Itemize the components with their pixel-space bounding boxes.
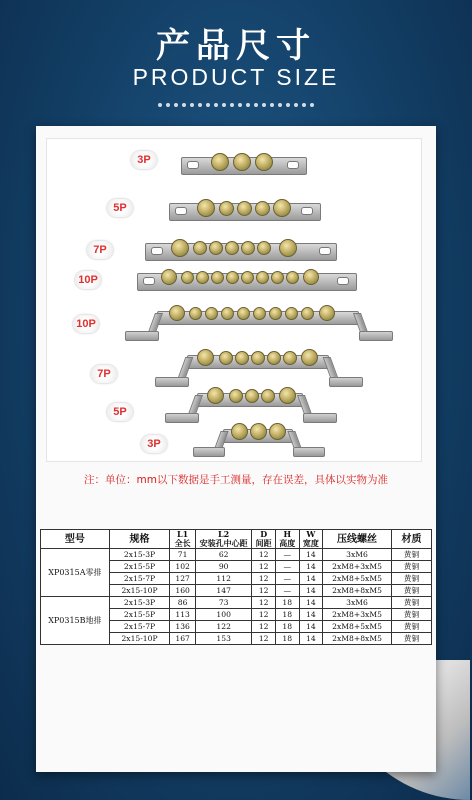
screw (279, 239, 297, 257)
bridge-foot (329, 377, 363, 387)
w-cell: 14 (299, 609, 323, 621)
screw (255, 153, 273, 171)
header (0, 0, 472, 125)
page-subtitle: PRODUCT SIZE (132, 64, 340, 90)
mount-hole (143, 277, 155, 285)
header-spec: 规格 (109, 530, 170, 549)
spec-cell: 2x15-10P (109, 633, 170, 645)
material-cell: 黄铜 (391, 621, 431, 633)
screw (237, 201, 252, 216)
l1-cell: 136 (170, 621, 196, 633)
material-cell: 黄铜 (391, 573, 431, 585)
measurement-note: 注：单位：mm以下数据是手工测量，存在误差，具体以实物为准 (84, 474, 388, 486)
model-cell: XP0315A零排 (41, 549, 110, 597)
mount-hole (337, 277, 349, 285)
h-cell: 18 (275, 633, 299, 645)
material-cell: 黄铜 (391, 549, 431, 561)
header-l2-name: 安装孔中心距 (199, 538, 248, 548)
screw (301, 349, 318, 366)
header-l1-name: 全长 (174, 538, 191, 548)
mount-hole (301, 207, 313, 215)
header-w-name: 宽度 (302, 538, 319, 548)
spec-cell: 2x15-7P (109, 621, 170, 633)
screw (303, 269, 319, 285)
size-label: 3P (131, 151, 157, 169)
d-cell: 12 (252, 609, 276, 621)
table-row (41, 549, 432, 561)
screw (250, 423, 267, 440)
header-w-code: W (306, 529, 316, 539)
bridge-foot (293, 447, 325, 457)
screw (256, 271, 269, 284)
screw (181, 271, 194, 284)
mount-hole (287, 161, 299, 169)
w-cell: 14 (299, 549, 323, 561)
l1-cell: 102 (170, 561, 196, 573)
spec-cell: 2x15-3P (109, 597, 170, 609)
d-cell: 12 (252, 597, 276, 609)
screw-cell: 2xM8+8xM5 (323, 633, 392, 645)
l1-cell: 127 (170, 573, 196, 585)
bridge-foot (303, 413, 337, 423)
h-cell: 18 (275, 621, 299, 633)
bridge-foot (125, 331, 159, 341)
screw (267, 351, 281, 365)
spec-cell: 2x15-5P (109, 609, 170, 621)
screw (197, 199, 215, 217)
h-cell: — (275, 549, 299, 561)
screw (211, 271, 224, 284)
table-row (41, 597, 432, 609)
screw (283, 351, 297, 365)
w-cell: 14 (299, 561, 323, 573)
l1-cell: 160 (170, 585, 196, 597)
header-d (252, 530, 276, 549)
material-cell: 黄铜 (391, 561, 431, 573)
h-cell: — (275, 573, 299, 585)
decorative-dots (152, 103, 320, 111)
d-cell: 12 (252, 573, 276, 585)
l2-cell: 153 (195, 633, 251, 645)
size-label: 5P (107, 403, 133, 421)
header-w (299, 530, 323, 549)
d-cell: 12 (252, 621, 276, 633)
size-label: 7P (87, 241, 113, 259)
size-label: 10P (73, 315, 99, 333)
size-label: 3P (141, 435, 167, 453)
mount-hole (151, 247, 163, 255)
mount-hole (187, 161, 199, 169)
bridge-foot (155, 377, 189, 387)
header-l2 (195, 530, 251, 549)
h-cell: 18 (275, 609, 299, 621)
table-header-row (41, 530, 432, 549)
d-cell: 12 (252, 561, 276, 573)
spec-cell: 2x15-5P (109, 561, 170, 573)
screw (221, 307, 234, 320)
screw (235, 351, 249, 365)
w-cell: 14 (299, 621, 323, 633)
w-cell: 14 (299, 633, 323, 645)
l1-cell: 167 (170, 633, 196, 645)
d-cell: 12 (252, 633, 276, 645)
header-l1 (170, 530, 196, 549)
header-l1-code: L1 (177, 529, 189, 539)
header-d-name: 间距 (255, 538, 272, 548)
screw-cell: 3xM6 (323, 549, 392, 561)
screw-cell: 2xM8+8xM5 (323, 585, 392, 597)
screw (286, 271, 299, 284)
screw (225, 241, 239, 255)
spec-cell: 2x15-10P (109, 585, 170, 597)
screw (226, 271, 239, 284)
header-l2-code: L2 (218, 529, 230, 539)
screw (211, 153, 229, 171)
header-h (275, 530, 299, 549)
l2-cell: 62 (195, 549, 251, 561)
screw (251, 351, 265, 365)
header-screw: 压线螺丝 (323, 530, 392, 549)
screw (241, 271, 254, 284)
product-photo (46, 138, 422, 462)
screw (189, 307, 202, 320)
page-title: 产品尺寸 (156, 26, 316, 66)
screw-cell: 2xM8+3xM5 (323, 609, 392, 621)
screw (279, 387, 296, 404)
l1-cell: 71 (170, 549, 196, 561)
screw (171, 239, 189, 257)
screw (253, 307, 266, 320)
screw-cell: 2xM8+5xM5 (323, 573, 392, 585)
spec-table (40, 529, 432, 645)
bridge-foot (193, 447, 225, 457)
material-cell: 黄铜 (391, 585, 431, 597)
screw (255, 201, 270, 216)
h-cell: — (275, 585, 299, 597)
screw (261, 389, 275, 403)
l2-cell: 90 (195, 561, 251, 573)
screw-cell: 3xM6 (323, 597, 392, 609)
w-cell: 14 (299, 573, 323, 585)
d-cell: 12 (252, 549, 276, 561)
screw (237, 307, 250, 320)
screw (229, 389, 243, 403)
w-cell: 14 (299, 597, 323, 609)
screw (169, 305, 185, 321)
material-cell: 黄铜 (391, 609, 431, 621)
screw (231, 423, 248, 440)
screw (269, 307, 282, 320)
h-cell: — (275, 561, 299, 573)
screw (301, 307, 314, 320)
screw (285, 307, 298, 320)
l2-cell: 73 (195, 597, 251, 609)
l2-cell: 147 (195, 585, 251, 597)
header-d-code: D (260, 529, 268, 539)
screw (233, 153, 251, 171)
h-cell: 18 (275, 597, 299, 609)
screw (205, 307, 218, 320)
screw (241, 241, 255, 255)
screw (196, 271, 209, 284)
screw (271, 271, 284, 284)
spec-sheet (36, 126, 436, 772)
size-label: 10P (75, 271, 101, 289)
w-cell: 14 (299, 585, 323, 597)
l1-cell: 86 (170, 597, 196, 609)
screw (273, 199, 291, 217)
screw (269, 423, 286, 440)
screw (197, 349, 214, 366)
bridge-foot (359, 331, 393, 341)
screw (219, 351, 233, 365)
model-cell: XP0315B地排 (41, 597, 110, 645)
size-label: 7P (91, 365, 117, 383)
bridge-foot (165, 413, 199, 423)
spec-cell: 2x15-7P (109, 573, 170, 585)
d-cell: 12 (252, 585, 276, 597)
screw (207, 387, 224, 404)
screw-cell: 2xM8+5xM5 (323, 621, 392, 633)
mount-hole (319, 247, 331, 255)
l2-cell: 122 (195, 621, 251, 633)
screw (161, 269, 177, 285)
spec-cell: 2x15-3P (109, 549, 170, 561)
screw (219, 201, 234, 216)
screw (193, 241, 207, 255)
screw (319, 305, 335, 321)
l2-cell: 100 (195, 609, 251, 621)
l2-cell: 112 (195, 573, 251, 585)
material-cell: 黄铜 (391, 597, 431, 609)
mount-hole (175, 207, 187, 215)
material-cell: 黄铜 (391, 633, 431, 645)
l1-cell: 113 (170, 609, 196, 621)
screw-cell: 2xM8+3xM5 (323, 561, 392, 573)
header-material: 材质 (391, 530, 431, 549)
header-model: 型号 (41, 530, 110, 549)
size-label: 5P (107, 199, 133, 217)
screw (209, 241, 223, 255)
screw (245, 389, 259, 403)
screw (257, 241, 271, 255)
header-h-name: 高度 (279, 538, 296, 548)
header-h-code: H (283, 529, 292, 539)
